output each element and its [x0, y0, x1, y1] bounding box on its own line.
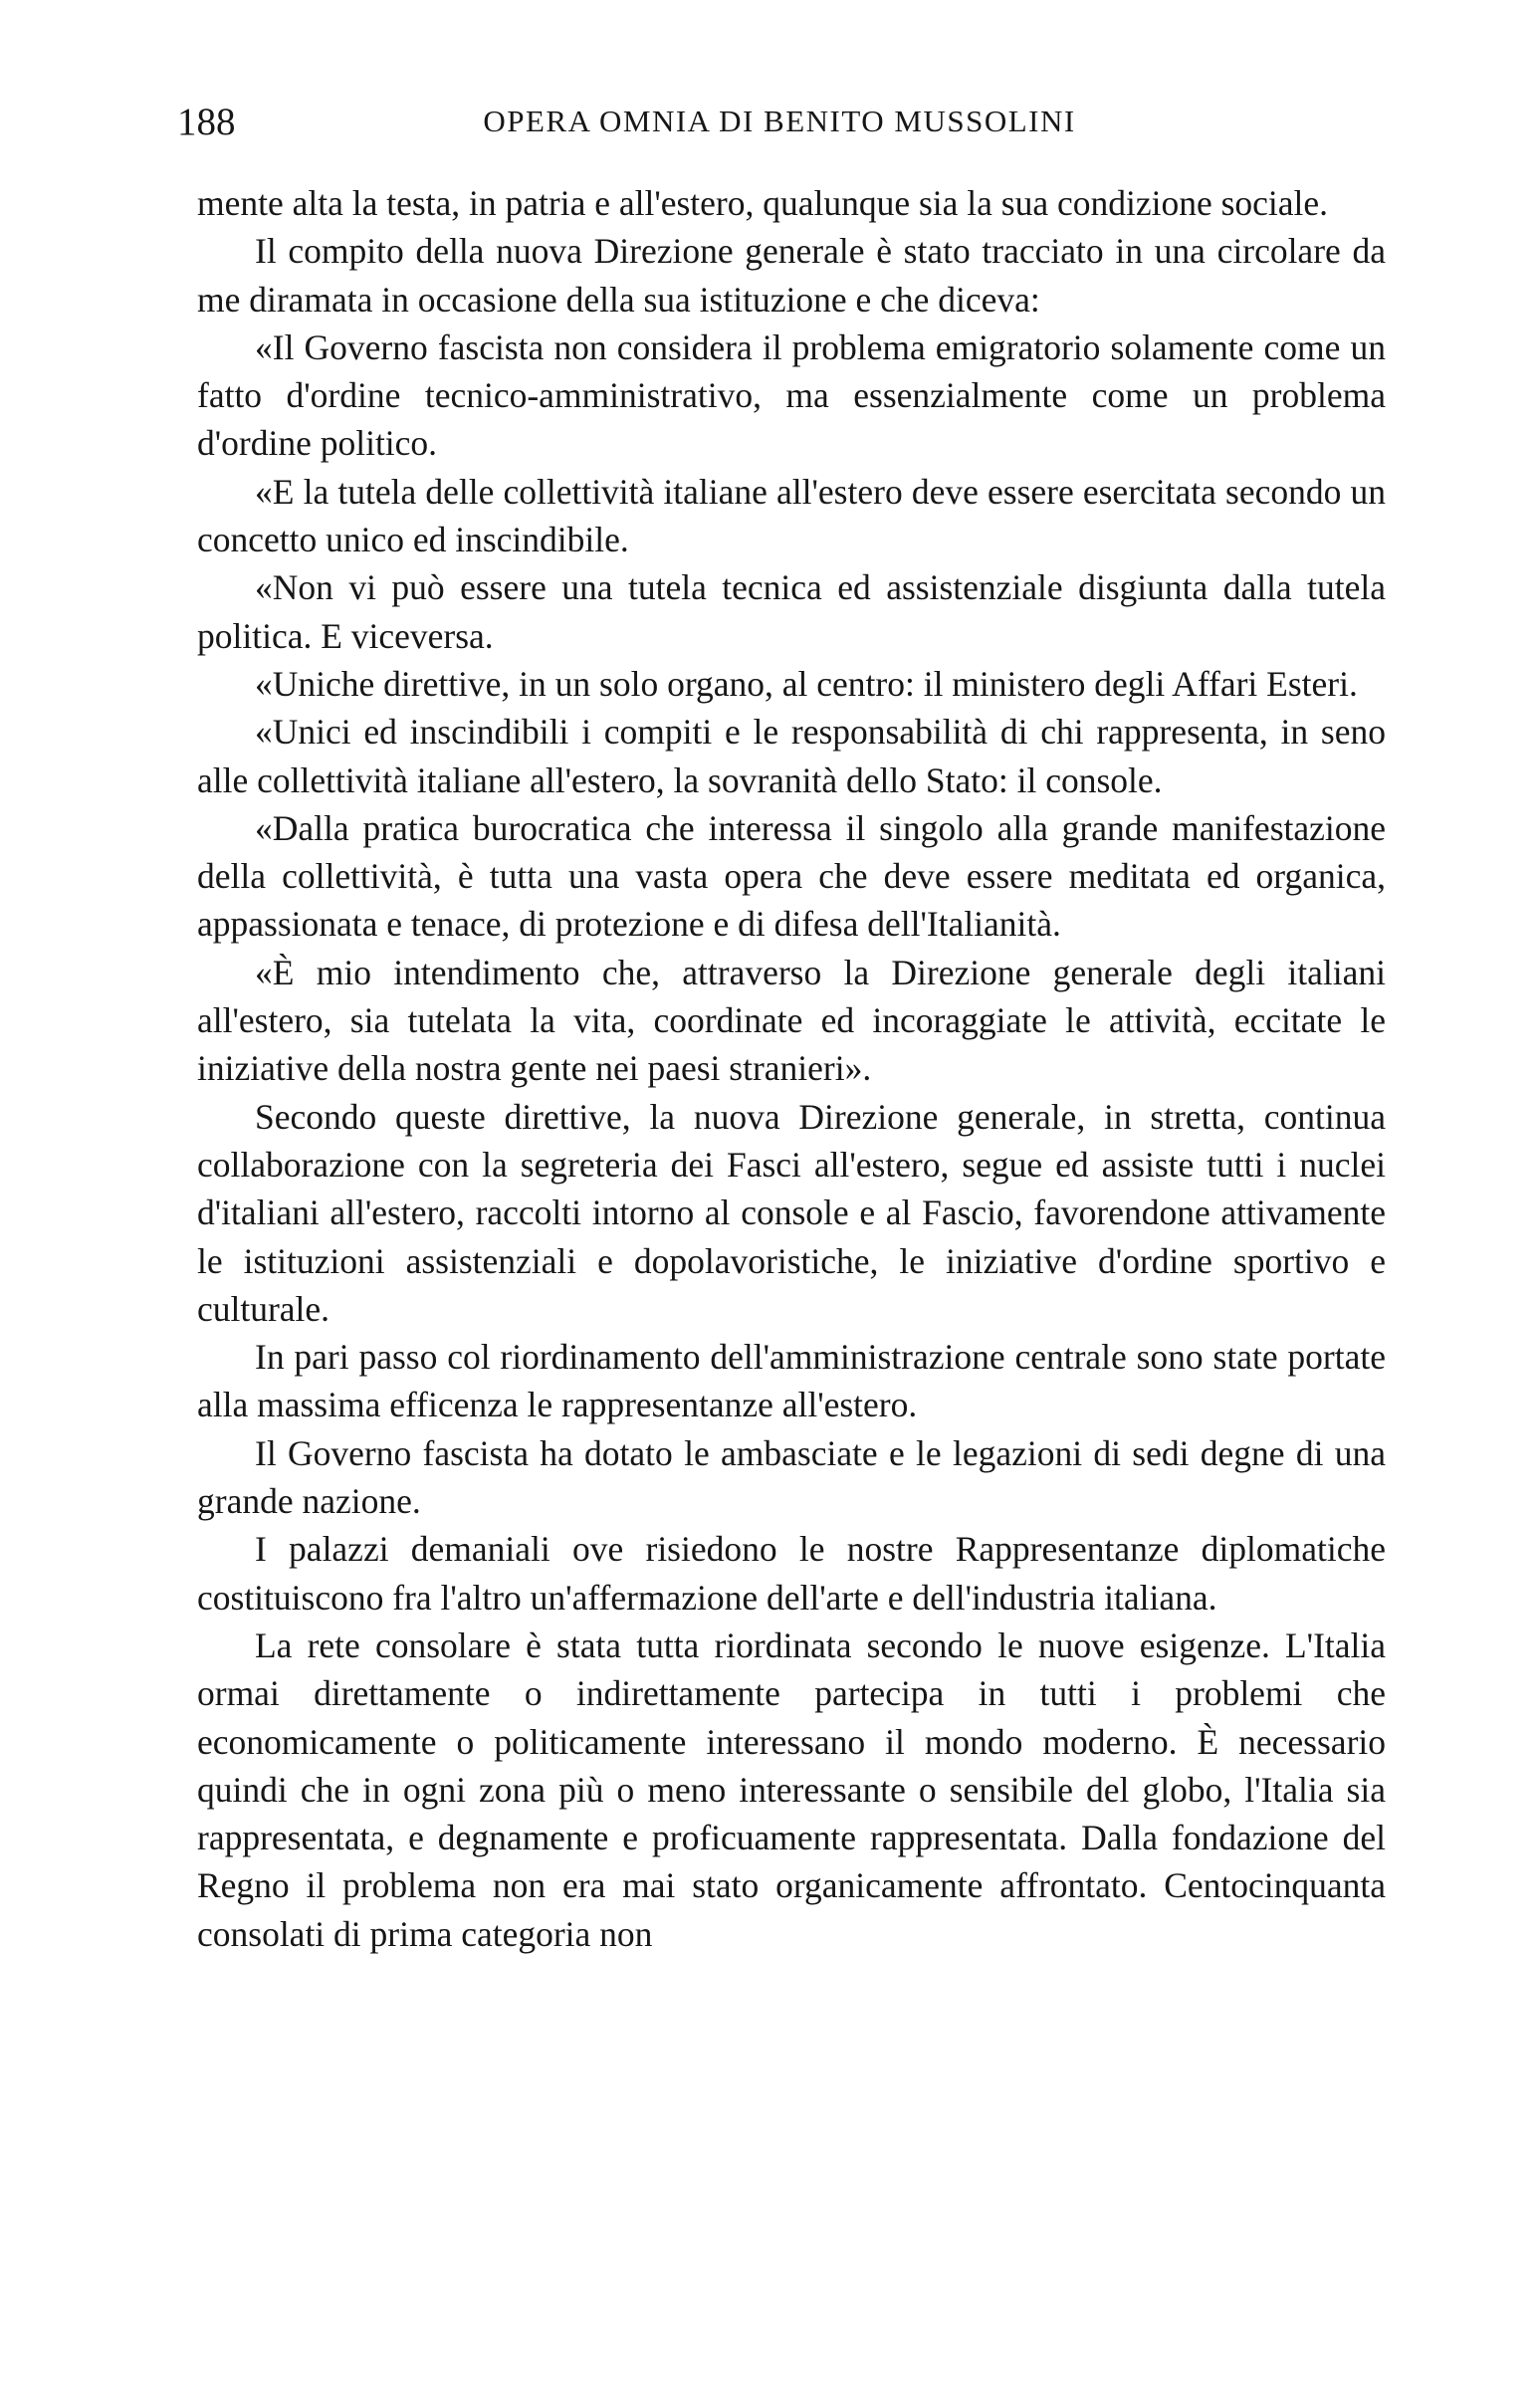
- paragraph-continued: mente alta la testa, in patria e all'estero, qualunque sia la sua condizione sociale.: [197, 183, 1329, 223]
- paragraph: Il compito della nuova Direzione generale è stato tracciato in una circolare da me diramata in occasione della sua istituzione e che diceva:: [197, 231, 1386, 320]
- paragraph: In pari passo col riordinamento dell'amministrazione centrale sono state portate alla massima efficenza le rappresentanze all'estero.: [197, 1337, 1386, 1425]
- quoted-paragraph: «Non vi può essere una tutela tecnica ed assistenziale disgiunta dalla tutela politica. E viceversa.: [197, 567, 1386, 656]
- quoted-paragraph: «Uniche direttive, in un solo organo, al centro: il ministero degli Affari Esteri.: [255, 663, 1358, 704]
- paragraph: La rete consolare è stata tutta riordinata secondo le nuove esigenze. L'Italia ormai direttamente o indirettamente partecipa in tutti i problemi che economicamente o politicamente interessano il mondo moderno. È necessario quindi che in ogni zona più o meno interessante o sensibile del globo, l'Italia sia rappresentata, e degnamente e proficuamente rappresentata. Dalla fondazione del Regno il problema non era mai stato organicamente affrontato. Centocinquanta consolati di prima categoria non: [197, 1624, 1386, 1954]
- quoted-paragraph: «È mio intendimento che, attraverso la Direzione generale degli italiani all'estero, sia tutelata la vita, coordinate ed incoraggiate le attività, eccitate le iniziative della nostra gente nei paesi stranieri».: [197, 952, 1386, 1089]
- running-title: OPERA OMNIA DI BENITO MUSSOLINI: [483, 104, 1076, 138]
- quoted-paragraph: «E la tutela delle collettività italiane all'estero deve essere esercitata secondo un concetto unico ed inscindibile.: [197, 471, 1386, 560]
- quoted-paragraph: «Dalla pratica burocratica che interessa il singolo alla grande manifestazione della collettività, è tutta una vasta opera che deve essere meditata ed organica, appassionata e tenace, di protezione e di difesa dell'Italianità.: [197, 807, 1386, 945]
- paragraph: Secondo queste direttive, la nuova Direzione generale, in stretta, continua collaborazione con la segreteria dei Fasci all'estero, segue ed assiste tutti i nuclei d'italiani all'estero, raccolti intorno al console e al Fascio, favorendone attivamente le istituzioni assistenziali e dopolavoristiche, le iniziative d'ordine sportivo e culturale.: [197, 1096, 1386, 1329]
- quoted-paragraph: «Il Governo fascista non considera il problema emigratorio solamente come un fatto d'ordine tecnico-amministrativo, ma essenzialmente come un problema d'ordine politico.: [197, 326, 1386, 464]
- page-header: [177, 100, 1382, 149]
- page-number: 188: [177, 101, 236, 143]
- paragraph: Il Governo fascista ha dotato le ambasciate e le legazioni di sedi degne di una grande nazione.: [197, 1432, 1386, 1522]
- body-text: [197, 179, 1386, 1958]
- paragraph: I palazzi demaniali ove risiedono le nostre Rappresentanze diplomatiche costituiscono fra l'altro un'affermazione dell'arte e dell'industria italiana.: [197, 1529, 1386, 1618]
- quoted-paragraph: «Unici ed inscindibili i compiti e le responsabilità di chi rappresenta, in seno alle collettività italiane all'estero, la sovranità dello Stato: il console.: [197, 712, 1386, 800]
